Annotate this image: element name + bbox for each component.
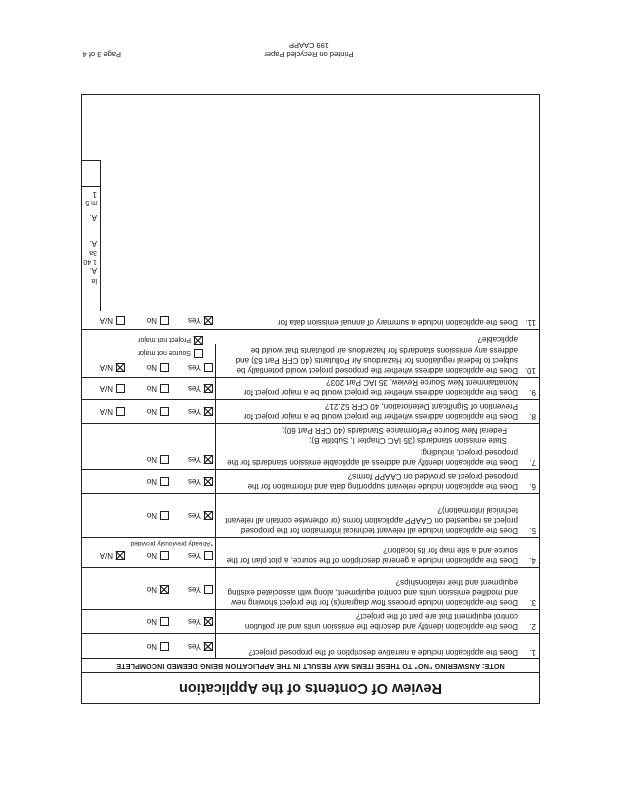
yes-label: Yes	[187, 617, 201, 626]
question-number: 7.	[529, 458, 536, 467]
question-row-2	[82, 609, 539, 633]
yes-label: Yes	[187, 455, 201, 464]
no-checkbox[interactable]	[160, 617, 169, 626]
no-checkbox[interactable]	[160, 551, 169, 560]
answer-group	[83, 453, 213, 465]
yes-checkbox[interactable]	[204, 407, 213, 416]
question-text: Does the application include a narrative description of the proposed project?	[248, 648, 518, 657]
yes-label: Yes	[187, 477, 201, 486]
yes-checkbox[interactable]	[204, 511, 213, 520]
yes-checkbox[interactable]	[204, 363, 213, 372]
question-row-7	[82, 423, 539, 469]
question-number: 1.	[529, 648, 536, 657]
yes-checkbox[interactable]	[204, 316, 213, 325]
side-mark: 3a	[89, 249, 97, 256]
yes-label: Yes	[187, 585, 201, 594]
question-row-1	[82, 633, 539, 659]
no-label: No	[146, 407, 157, 416]
form-id: 199 CAAPP	[288, 41, 330, 50]
page-number: Page 3 of 4	[82, 50, 121, 59]
question-number: 9.	[529, 388, 536, 397]
review-table	[81, 94, 540, 704]
answer-group	[83, 314, 213, 326]
no-label: No	[146, 551, 157, 560]
incomplete-note: NOTE: ANSWERING "NO" TO THESE ITEMS MAY RESULT IN THE APPLICATION BEING DEEMED INCOMPLETE	[82, 658, 539, 673]
question-number: 4.	[529, 556, 536, 565]
sub-item-state: State emission standards (35 IAC Chapter I, Subtitle B);	[309, 436, 507, 445]
no-label: No	[146, 511, 157, 520]
no-label: No	[146, 384, 157, 393]
no-checkbox[interactable]	[160, 455, 169, 464]
question-number: 5.	[529, 526, 536, 535]
no-checkbox[interactable]	[160, 585, 169, 594]
right-cell-line	[81, 160, 101, 161]
question-number: 3.	[529, 598, 536, 607]
answer-group	[83, 640, 213, 652]
na-label: N/A	[99, 363, 113, 372]
question-text: Does the application include a general description of the source, a plot plan for the source and a site map for its location?	[226, 545, 518, 565]
source-not-major-label: Source not major	[137, 349, 191, 356]
answer-group	[83, 549, 213, 561]
question-text: Does the application identify and describe the emission units and air pollution control equipment that are part of the project?	[244, 611, 518, 631]
question-number: 2.	[529, 622, 536, 631]
no-checkbox[interactable]	[160, 363, 169, 372]
right-cell-line	[81, 186, 101, 187]
yes-checkbox[interactable]	[204, 455, 213, 464]
sub-item-federal: Federal New Source Performance Standards (40 CFR Part 60);	[282, 426, 507, 435]
na-checkbox[interactable]	[116, 551, 125, 560]
question-row-10	[82, 329, 539, 377]
question-text: Does the application include relevant supporting data and information for the proposed project as provided on CAAPP forms?	[247, 471, 518, 491]
na-checkbox[interactable]	[116, 316, 125, 325]
yes-checkbox[interactable]	[204, 642, 213, 651]
no-checkbox[interactable]	[160, 511, 169, 520]
yes-checkbox[interactable]	[204, 551, 213, 560]
side-mark: 1 40	[83, 258, 97, 265]
na-checkbox[interactable]	[116, 407, 125, 416]
question-row-9	[82, 377, 539, 399]
no-label: No	[146, 363, 157, 372]
na-reason-group	[73, 347, 203, 359]
no-label: No	[146, 455, 157, 464]
answer-group	[83, 382, 213, 394]
question-row-6	[82, 469, 539, 493]
yes-label: Yes	[187, 551, 201, 560]
yes-label: Yes	[187, 642, 201, 651]
side-mark: m 5	[85, 199, 97, 206]
na-checkbox[interactable]	[116, 384, 125, 393]
question-text: Does the application include a summary of annual emission data for	[277, 318, 518, 327]
no-label: No	[146, 642, 157, 651]
yes-label: Yes	[187, 316, 201, 325]
no-checkbox[interactable]	[160, 477, 169, 486]
yes-label: Yes	[187, 384, 201, 393]
question-number: 8.	[529, 412, 536, 421]
question-row-8	[82, 399, 539, 423]
yes-label: Yes	[187, 407, 201, 416]
question-text: Does the application address whether the project would be a major project for Prevention of Significant Deterioration, 40 CFR 52.21?	[243, 401, 518, 421]
side-mark: 1	[92, 190, 97, 199]
answer-group	[83, 583, 213, 595]
yes-checkbox[interactable]	[204, 617, 213, 626]
answer-group	[83, 509, 213, 521]
yes-label: Yes	[187, 363, 201, 372]
answer-group	[83, 405, 213, 417]
no-label: No	[146, 316, 157, 325]
answer-group	[83, 615, 213, 627]
na-label: N/A	[99, 407, 113, 416]
side-mark: A.	[89, 239, 97, 248]
printed-note: Printed on Recycled Paper	[264, 50, 354, 59]
question-number: 11.	[525, 318, 536, 327]
question-row-5	[82, 493, 539, 537]
side-mark: la	[91, 277, 97, 284]
no-checkbox[interactable]	[160, 316, 169, 325]
na-label: N/A	[99, 551, 113, 560]
form-title: Review Of Contents of the Application	[82, 672, 539, 703]
no-checkbox[interactable]	[160, 642, 169, 651]
no-checkbox[interactable]	[160, 407, 169, 416]
question-text: Does the application address whether the proposed project would potentially be subject to federal regulations for Hazardous Air Pollutants (40 CFR Part 63) and address any emissions standards for hazardous air pollutants that would be applicable?	[235, 335, 518, 375]
source-not-major-checkbox[interactable]	[194, 349, 203, 358]
yes-checkbox[interactable]	[204, 384, 213, 393]
na-label: N/A	[99, 384, 113, 393]
answer-group	[83, 475, 213, 487]
question-text: Does the application include process flow diagram(s) for the project showing new and modified emission units and control equipment, along with associated existing equipment and their relationships?	[227, 577, 518, 607]
question-row-4	[82, 537, 539, 567]
question-row-11	[82, 311, 539, 329]
question-text: Does the application address whether the project would be a major project for Nonattainment New Source Review, 35 IAC Part 203?	[243, 377, 518, 397]
question-number: 6.	[529, 482, 536, 491]
question-number: 10.	[524, 366, 536, 375]
na-reason-group	[73, 334, 203, 346]
right-column-line	[100, 161, 101, 311]
yes-label: Yes	[187, 511, 201, 520]
question-text: Does the application include all relevant technical information for the proposed project as requested on CAAPP application forms (or otherwise contain all relevant technical information)?	[225, 505, 518, 535]
question-text: Does the application identify and address all applicable emission standards for the proposed project, including:	[227, 447, 518, 467]
project-not-major-label: Project not major	[138, 336, 191, 343]
previously-provided-note: *Already previously provided	[130, 540, 213, 547]
question-row-3	[82, 567, 539, 609]
na-label: N/A	[99, 316, 113, 325]
no-label: No	[146, 617, 157, 626]
yes-checkbox[interactable]	[204, 585, 213, 594]
no-label: No	[146, 585, 157, 594]
side-mark: A.	[89, 266, 97, 275]
na-checkbox[interactable]	[116, 363, 125, 372]
no-checkbox[interactable]	[160, 384, 169, 393]
project-not-major-checkbox[interactable]	[194, 336, 203, 345]
no-label: No	[146, 477, 157, 486]
yes-checkbox[interactable]	[204, 477, 213, 486]
side-mark: A.	[89, 213, 97, 222]
answer-group	[83, 361, 213, 373]
